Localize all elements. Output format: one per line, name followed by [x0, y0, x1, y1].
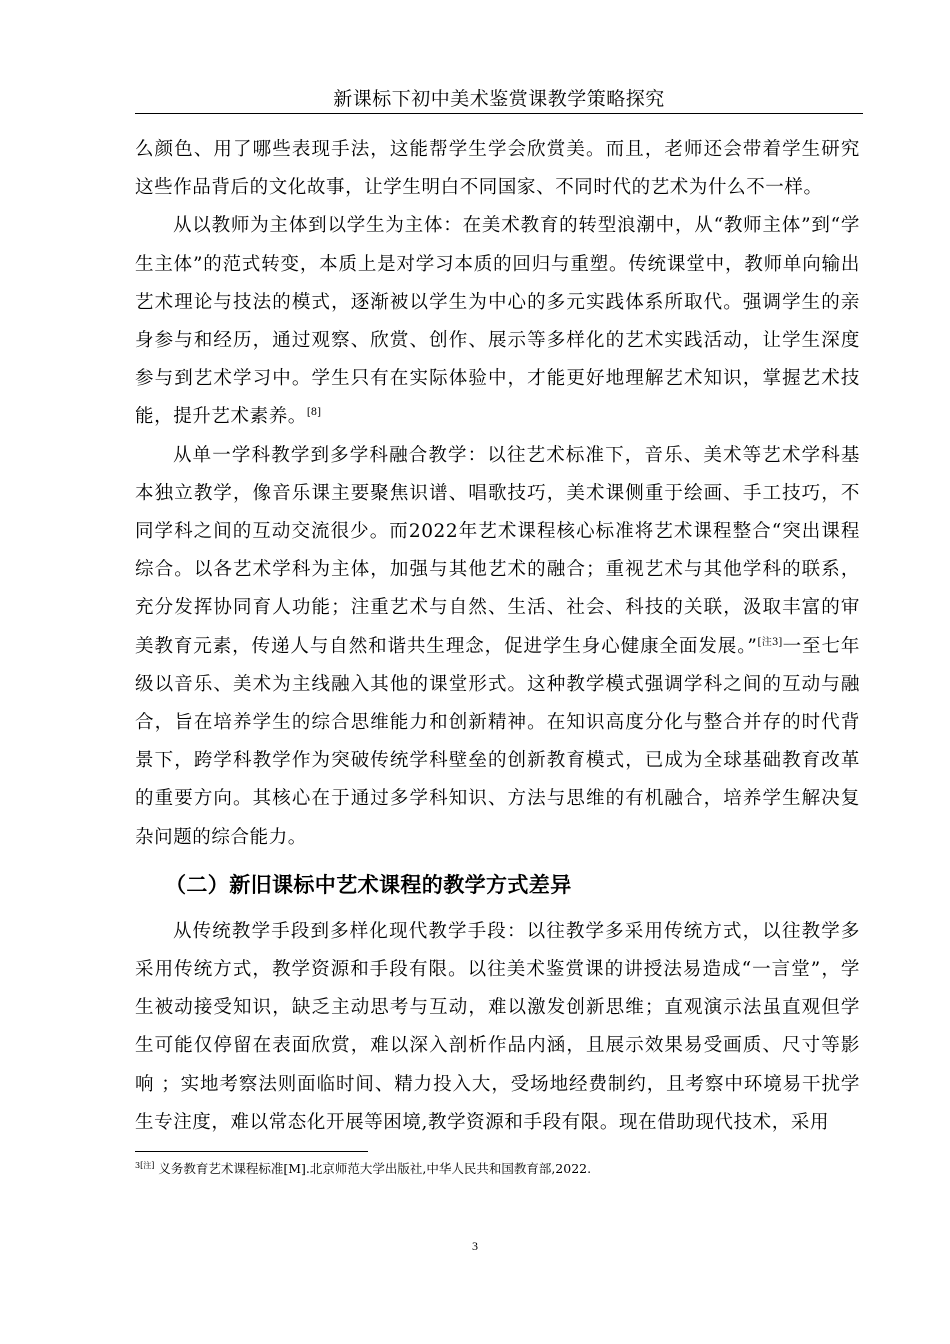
page-header: 新课标下初中美术鉴赏课教学策略探究: [135, 88, 863, 114]
section-heading: （二）新旧课标中艺术课程的教学方式差异: [165, 872, 572, 897]
body-paragraph: [135, 437, 860, 857]
page-number: 3: [472, 1239, 478, 1253]
reference-marker: [8]: [306, 407, 322, 419]
footnote-marker: [注3]: [757, 636, 783, 648]
body-paragraph: [135, 207, 860, 436]
footnote: [135, 1160, 591, 1178]
footnote-mark: 3[注]: [135, 1160, 155, 1170]
footnote-text: 义务教育艺术课程标准[M].北京师范大学出版社,中华人民共和国教育部,2022.: [158, 1161, 592, 1176]
footnote-divider: [135, 1151, 368, 1152]
body-paragraph: 么颜色、用了哪些表现手法，这能帮学生学会欣赏美。而且，老师还会带着学生研究这些作品背后的文化故事，让学生明白不同国家、不同时代的艺术为什么不一样。: [135, 139, 860, 199]
paragraph-text: 从单一学科教学到多学科融合教学：以往艺术标准下，音乐、美术等艺术学科基本独立教学，像音乐课主要聚焦识谱、唱歌技巧，美术课侧重于绘画、手工技巧，不同学科之间的互动交流很少。而2022年艺术课程核心标准将艺术课程整合“突出课程综合。以各艺术学科为主体，加强与其他艺术的融合；重视艺术与其他学科的联系，充分发挥协同育人功能；注重艺术与自然、生活、社会、科技的关联，汲取丰富的审美教育元素，传递人与自然和谐共生理念，促进学生身心健康全面发展。”: [135, 444, 860, 657]
paragraph-text: 一至七年级以音乐、美术为主线融入其他的课堂形式。这种教学模式强调学科之间的互动与融合，旨在培养学生的综合思维能力和创新精神。在知识高度分化与整合并存的时代背景下，跨学科教学作为突破传统学科壁垒的创新教育模式，已成为全球基础教育改革的重要方向。其核心在于通过多学科知识、方法与思维的有机融合，培养学生解决复杂问题的综合能力。: [135, 635, 861, 848]
document-body: [135, 131, 860, 1142]
body-paragraph: 从传统教学手段到多样化现代教学手段：以往教学多采用传统方式，以往教学多采用传统方式，教学资源和手段有限。以往美术鉴赏课的讲授法易造成“一言堂”，学生被动接受知识，缺乏主动思考与互动，难以激发创新思维；直观演示法虽直观但学生可能仅停留在表面欣赏，难以深入剖析作品内涵，且展示效果易受画质、尺寸等影响 ；实地考察法则面临时间、精力投入大，受场地经费制约，且考察中环境易干扰学生专注度，难以常态化开展等困境,教学资源和手段有限。现在借助现代技术，采用: [135, 920, 860, 1133]
paragraph-text: 从以教师为主体到以学生为主体：在美术教育的转型浪潮中，从“教师主体”到“学生主体”的范式转变，本质上是对学习本质的回归与重塑。传统课堂中，教师单向输出艺术理论与技法的模式，逐渐被以学生为中心的多元实践体系所取代。强调学生的亲身参与和经历，通过观察、欣赏、创作、展示等多样化的艺术实践活动，让学生深度参与到艺术学习中。学生只有在实际体验中，才能更好地理解艺术知识，掌握艺术技能，提升艺术素养。: [135, 215, 860, 428]
